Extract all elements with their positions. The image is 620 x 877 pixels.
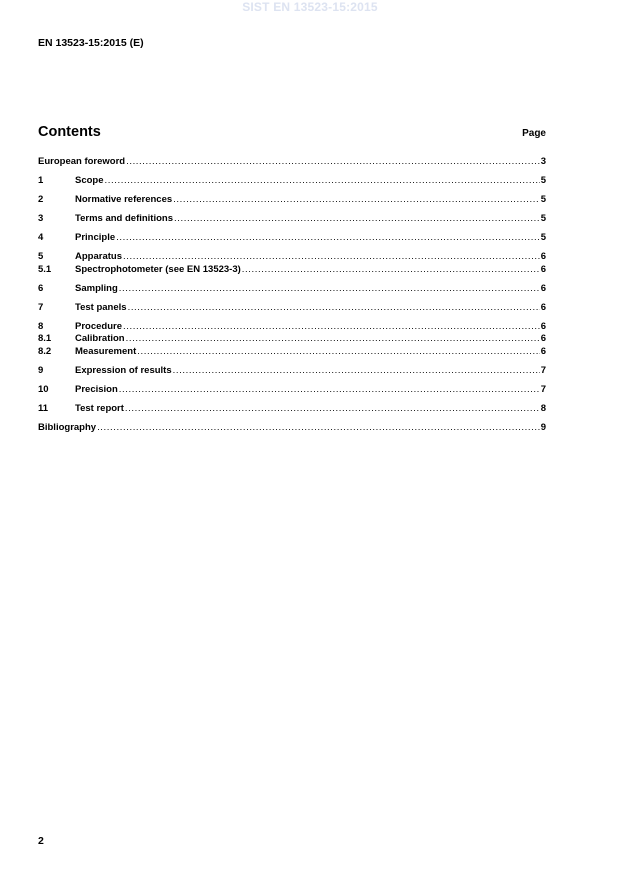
- dot-leader: [126, 333, 540, 346]
- toc-entry-number: 2: [38, 194, 44, 205]
- toc-entry-page: 6: [540, 345, 546, 357]
- dot-leader: [242, 264, 540, 277]
- toc-entry-number: 10: [38, 383, 49, 395]
- toc-entry-page: 5: [540, 232, 546, 243]
- contents-heading: Contents: [38, 124, 101, 140]
- dot-leader: [174, 213, 540, 226]
- toc-entry-number: 4: [38, 232, 44, 243]
- dot-leader: [119, 283, 540, 296]
- toc-entry-title[interactable]: Measurement: [75, 345, 137, 357]
- toc-entry-number: 1: [38, 175, 44, 186]
- dot-leader: [173, 194, 540, 207]
- toc-entry-title[interactable]: Principle: [75, 232, 116, 243]
- toc-entry-title[interactable]: Bibliography: [38, 421, 97, 433]
- toc-entry-number: 3: [38, 213, 44, 224]
- dot-leader: [128, 302, 540, 315]
- toc-entry-page: 6: [540, 320, 546, 332]
- toc-entry[interactable]: [38, 346, 546, 359]
- toc-entry[interactable]: [38, 251, 546, 264]
- toc-entry[interactable]: [38, 384, 546, 397]
- page-number: 2: [38, 835, 44, 847]
- dot-leader: [137, 346, 539, 359]
- toc-entry-title[interactable]: Test panels: [75, 301, 127, 313]
- toc-entry-title[interactable]: Calibration: [75, 333, 125, 344]
- toc-entry-title[interactable]: Test report: [75, 402, 124, 414]
- dot-leader: [119, 384, 540, 397]
- toc-entry[interactable]: [38, 422, 546, 435]
- toc-entry-number: 11: [38, 402, 49, 414]
- toc-entry-title[interactable]: Expression of results: [75, 364, 172, 376]
- toc-entry-page: 5: [540, 175, 546, 186]
- toc-entry[interactable]: [38, 232, 546, 245]
- toc-entry-title[interactable]: Terms and definitions: [75, 213, 174, 224]
- toc-entry-number: 6: [38, 282, 44, 294]
- toc-entry-number: 5.1: [38, 263, 52, 275]
- toc-entry-page: 7: [540, 364, 546, 376]
- toc-entry[interactable]: [38, 302, 546, 315]
- dot-leader: [116, 232, 540, 245]
- toc-entry-title[interactable]: Spectrophotometer (see EN 13523-3): [75, 263, 241, 275]
- watermark: SIST EN 13523-15:2015: [242, 0, 378, 14]
- toc-entry[interactable]: [38, 333, 546, 346]
- toc-entry[interactable]: [38, 213, 546, 226]
- toc-entry-number: 8.1: [38, 333, 52, 344]
- toc-entry[interactable]: [38, 321, 546, 334]
- toc-entry-page: 8: [540, 402, 546, 414]
- toc-entry-page: 6: [540, 263, 546, 275]
- toc-entry-page: 6: [540, 282, 546, 294]
- toc-entry-title[interactable]: Apparatus: [75, 251, 122, 262]
- toc-entry-title[interactable]: European foreword: [38, 156, 126, 167]
- dot-leader: [105, 175, 540, 188]
- toc-entry-title[interactable]: Sampling: [75, 282, 118, 294]
- toc-entry[interactable]: [38, 283, 546, 296]
- toc-entry-number: 8.2: [38, 345, 52, 357]
- table-of-contents: [38, 156, 546, 434]
- toc-entry-page: 3: [540, 156, 546, 167]
- toc-entry-number: 8: [38, 320, 44, 332]
- toc-entry[interactable]: [38, 365, 546, 378]
- toc-entry-page: 5: [540, 194, 546, 205]
- toc-entry-page: 6: [540, 301, 546, 313]
- page-column-label: Page: [522, 128, 546, 139]
- toc-entry[interactable]: [38, 194, 546, 207]
- document-id: EN 13523-15:2015 (E): [38, 37, 144, 49]
- toc-entry-title[interactable]: Scope: [75, 175, 104, 186]
- toc-entry[interactable]: [38, 156, 546, 169]
- toc-entry-title[interactable]: Normative references: [75, 194, 173, 205]
- toc-entry[interactable]: [38, 403, 546, 416]
- toc-entry-page: 7: [540, 383, 546, 395]
- dot-leader: [126, 156, 540, 169]
- dot-leader: [173, 365, 540, 378]
- toc-entry[interactable]: [38, 175, 546, 188]
- toc-entry-page: 9: [540, 421, 546, 433]
- toc-entry-title[interactable]: Procedure: [75, 320, 122, 332]
- toc-entry-number: 5: [38, 251, 44, 262]
- toc-entry-number: 7: [38, 301, 44, 313]
- toc-entry-number: 9: [38, 364, 44, 376]
- dot-leader: [123, 251, 540, 264]
- toc-entry-title[interactable]: Precision: [75, 383, 118, 395]
- toc-entry[interactable]: [38, 264, 546, 277]
- toc-entry-page: 6: [540, 333, 546, 344]
- dot-leader: [123, 321, 540, 334]
- toc-entry-page: 5: [540, 213, 546, 224]
- dot-leader: [125, 403, 540, 416]
- toc-entry-page: 6: [540, 251, 546, 262]
- dot-leader: [97, 422, 540, 435]
